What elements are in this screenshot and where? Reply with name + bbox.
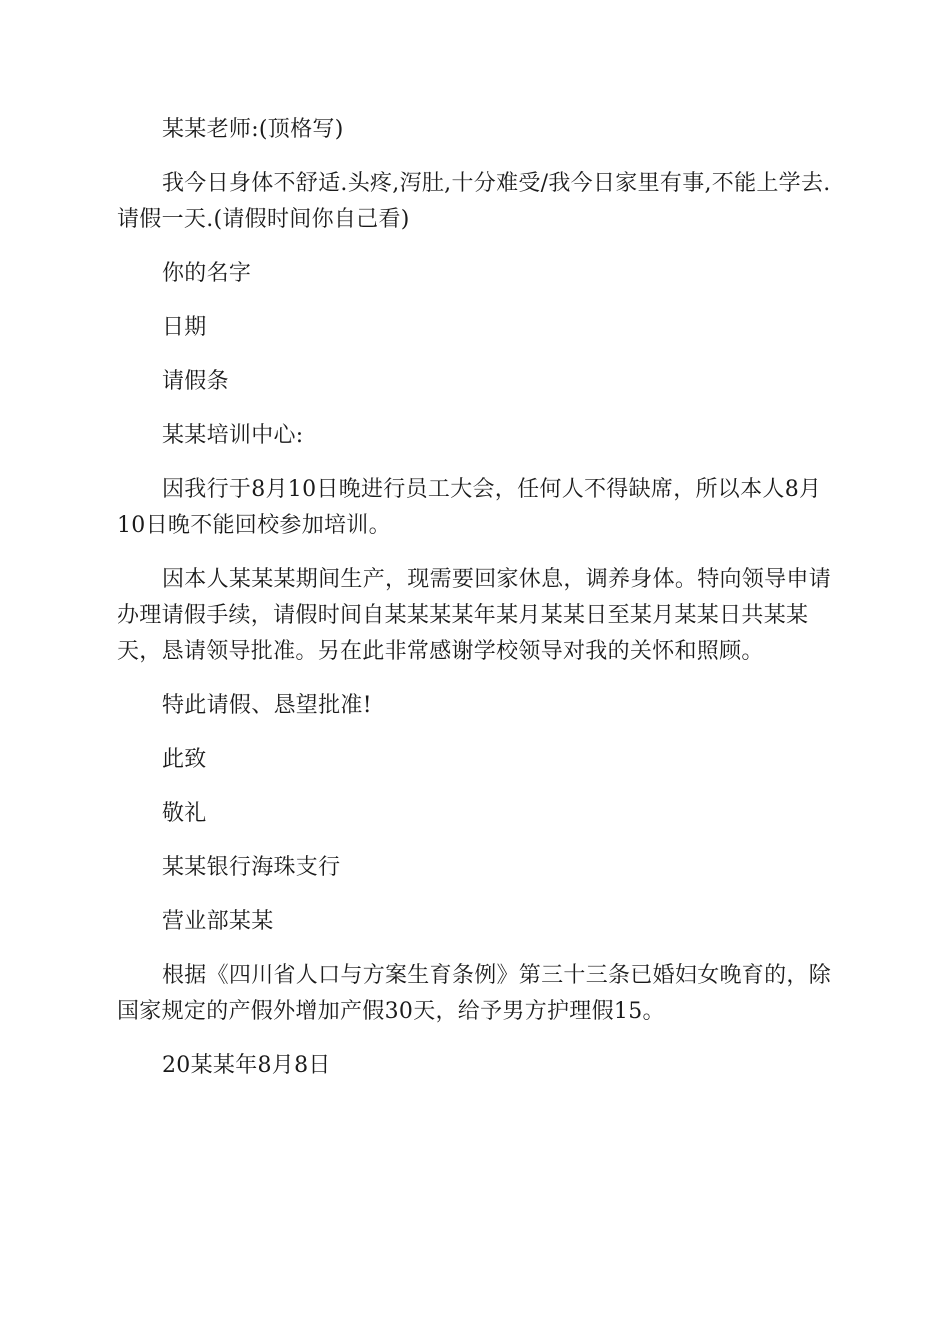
staff-meeting-paragraph: 因我行于8月10日晚进行员工大会，任何人不得缺席，所以本人8月10日晚不能回校参加培训。 [117,477,822,538]
signature-name: 你的名字 [162,261,252,286]
document-body [117,112,833,1084]
maternity-leave-paragraph: 因本人某某某期间生产，现需要回家休息，调养身体。特向领导申请办理请假手续，请假时间自某某某某年某月某某日至某月某某日共某某天，恳请领导批准。另在此非常感谢学校领导对我的关怀和照顾。 [117,567,832,664]
request-approval-line: 特此请假、恳望批准! [162,693,372,718]
leave-note-title: 请假条 [162,369,229,394]
leave-reason-paragraph: 我今日身体不舒适.头疼,泻肚,十分难受/我今日家里有事,不能上学去.请假一天.(请假时间你自己看) [117,171,831,232]
closing-jingli: 敬礼 [162,801,207,826]
salutation-training-center: 某某培训中心: [162,423,304,448]
closing-cizhi: 此致 [162,747,207,772]
signature-date: 日期 [162,315,207,340]
signature-bank-branch: 某某银行海珠支行 [162,855,341,880]
signature-department: 营业部某某 [162,909,274,934]
salutation-teacher: 某某老师:(顶格写) [162,117,344,142]
document-date: 20某某年8月8日 [162,1053,331,1078]
regulation-paragraph: 根据《四川省人口与方案生育条例》第三十三条已婚妇女晚育的，除国家规定的产假外增加产假30天，给予男方护理假15。 [117,963,832,1024]
